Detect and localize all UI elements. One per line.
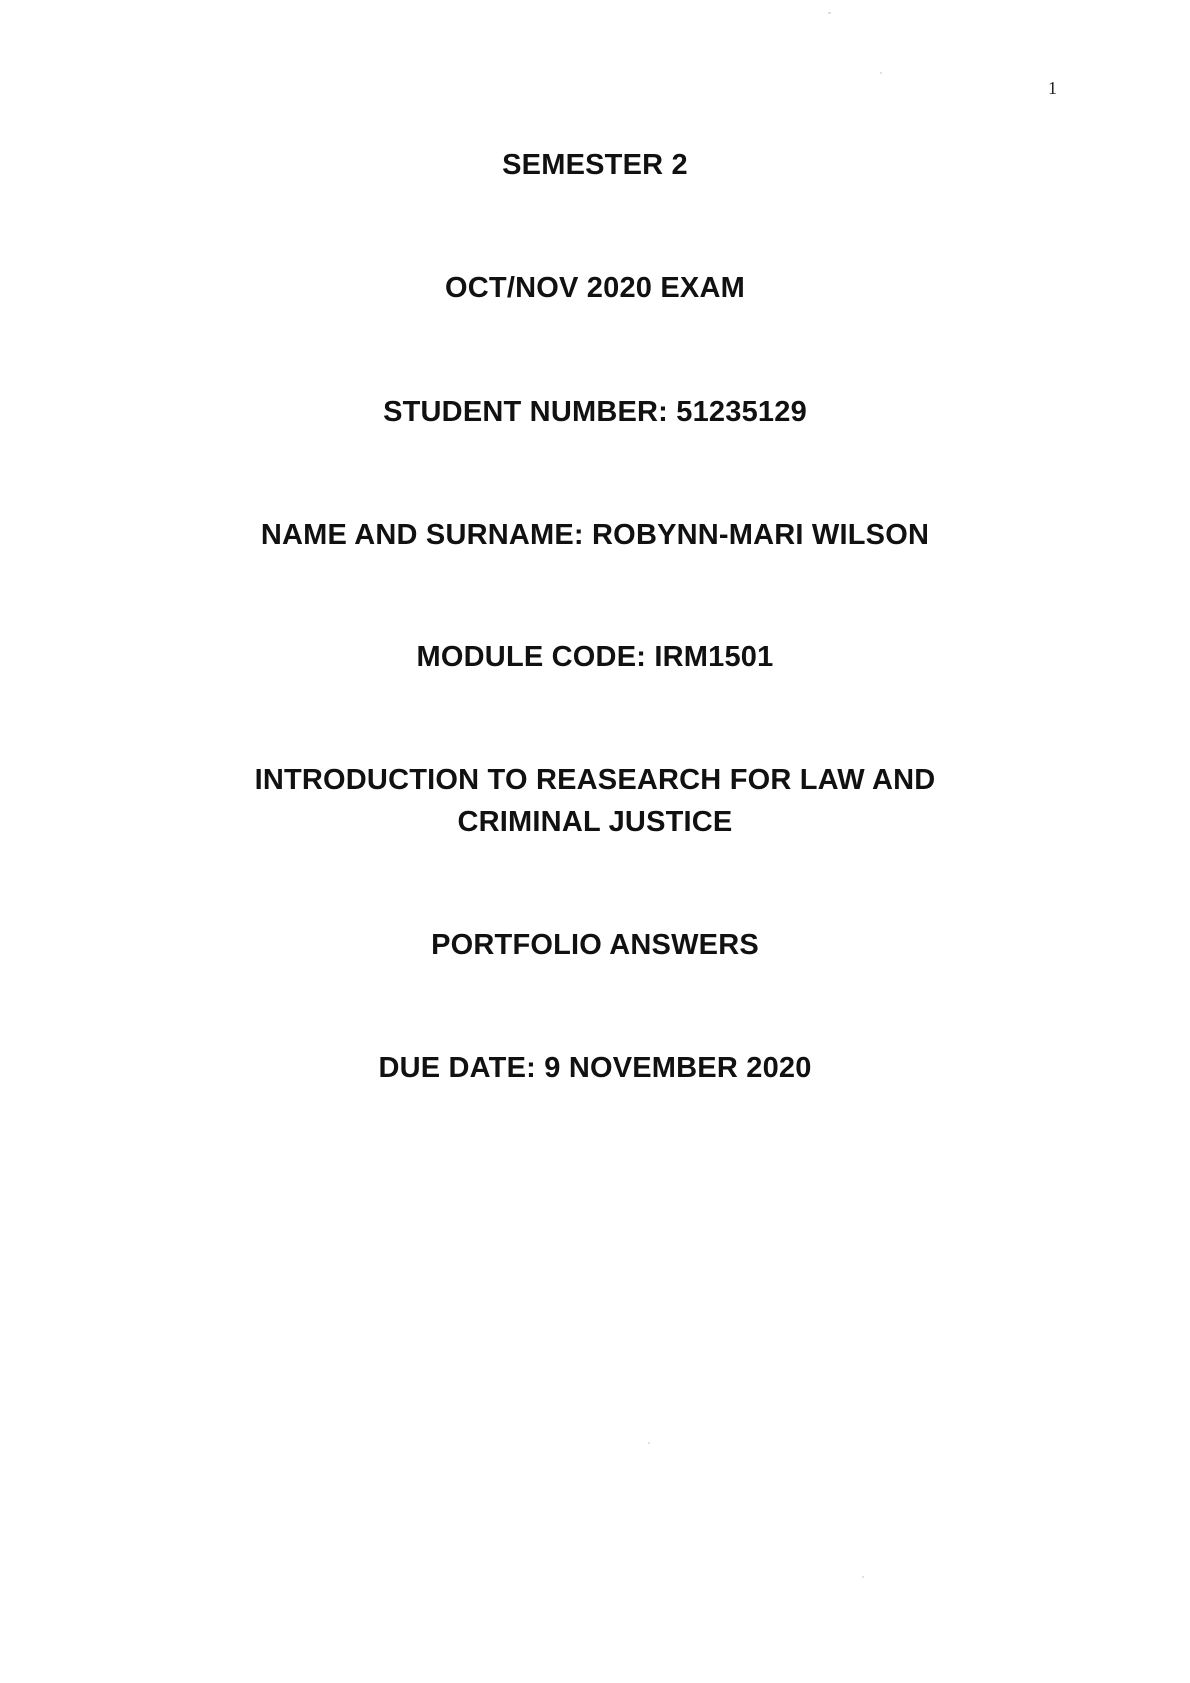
semester-line: SEMESTER 2 bbox=[502, 149, 688, 181]
name-line: NAME AND SURNAME: ROBYNN-MARI WILSON bbox=[260, 519, 930, 551]
scan-speck bbox=[880, 72, 882, 74]
student-number-line: STUDENT NUMBER: 51235129 bbox=[383, 396, 807, 428]
page-number: 1 bbox=[1048, 78, 1057, 98]
module-code-line: MODULE CODE: IRM1501 bbox=[416, 641, 774, 673]
portfolio-line: PORTFOLIO ANSWERS bbox=[431, 929, 759, 961]
scan-speck bbox=[862, 1576, 864, 1578]
exam-line: OCT/NOV 2020 EXAM bbox=[445, 272, 745, 304]
module-title-line-1: INTRODUCTION TO REASEARCH FOR LAW AND bbox=[254, 764, 936, 796]
module-title-line-2: CRIMINAL JUSTICE bbox=[457, 806, 733, 838]
due-date-line: DUE DATE: 9 NOVEMBER 2020 bbox=[378, 1052, 812, 1084]
scan-speck bbox=[648, 1442, 650, 1444]
scan-speck bbox=[828, 12, 831, 14]
